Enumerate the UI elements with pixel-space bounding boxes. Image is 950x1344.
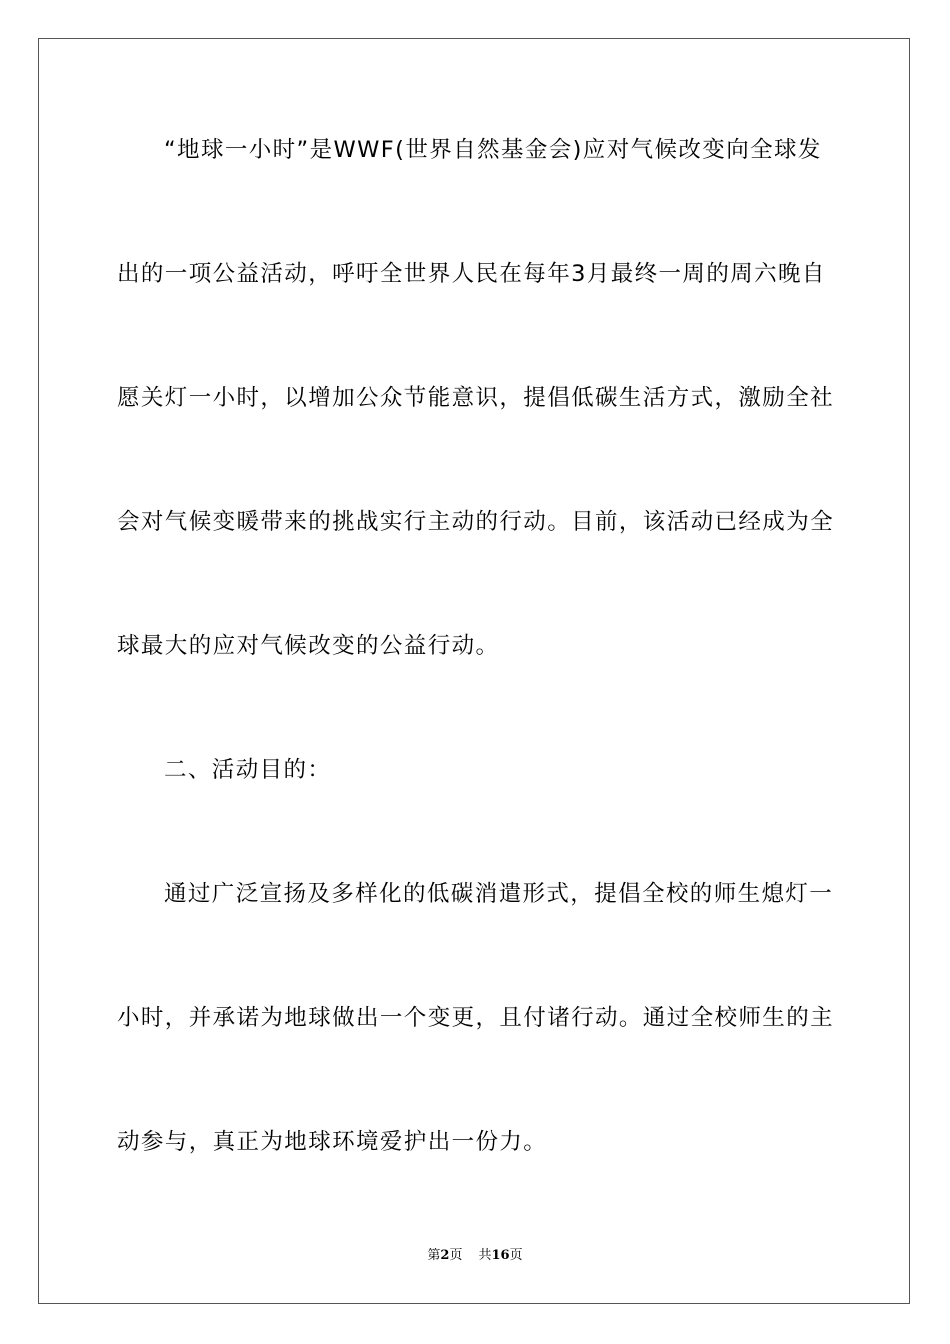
current-page-number: 2 xyxy=(440,1248,450,1263)
paragraph-1-line-5: 球最大的应对气候改变的公益行动。 xyxy=(117,633,500,659)
total-prefix: 共 xyxy=(478,1248,492,1263)
page-border xyxy=(38,38,910,1304)
page-suffix: 页 xyxy=(449,1248,463,1263)
paragraph-1-line-2: 出的一项公益活动，呼吁全世界人民在每年3月最终一周的周六晚自 xyxy=(117,261,826,287)
total-suffix: 页 xyxy=(509,1248,523,1263)
paragraph-1-line-1: “地球一小时”是WWF(世界自然基金会)应对气候改变向全球发 xyxy=(164,137,822,163)
page-prefix: 第 xyxy=(427,1248,441,1263)
paragraph-2-line-2: 小时，并承诺为地球做出一个变更，且付诸行动。通过全校师生的主 xyxy=(117,1005,835,1031)
paragraph-1-line-3: 愿关灯一小时，以增加公众节能意识，提倡低碳生活方式，激励全社 xyxy=(117,385,835,411)
page-footer xyxy=(0,1247,950,1265)
paragraph-2-line-1: 通过广泛宣扬及多样化的低碳消遣形式，提倡全校的师生熄灯一 xyxy=(164,881,834,907)
total-page-number: 16 xyxy=(491,1248,510,1263)
paragraph-1-line-4: 会对气候变暖带来的挑战实行主动的行动。目前，该活动已经成为全 xyxy=(117,509,835,535)
section-heading: 二、活动目的： xyxy=(164,757,332,783)
paragraph-2-line-3: 动参与，真正为地球环境爱护出一份力。 xyxy=(117,1129,548,1155)
